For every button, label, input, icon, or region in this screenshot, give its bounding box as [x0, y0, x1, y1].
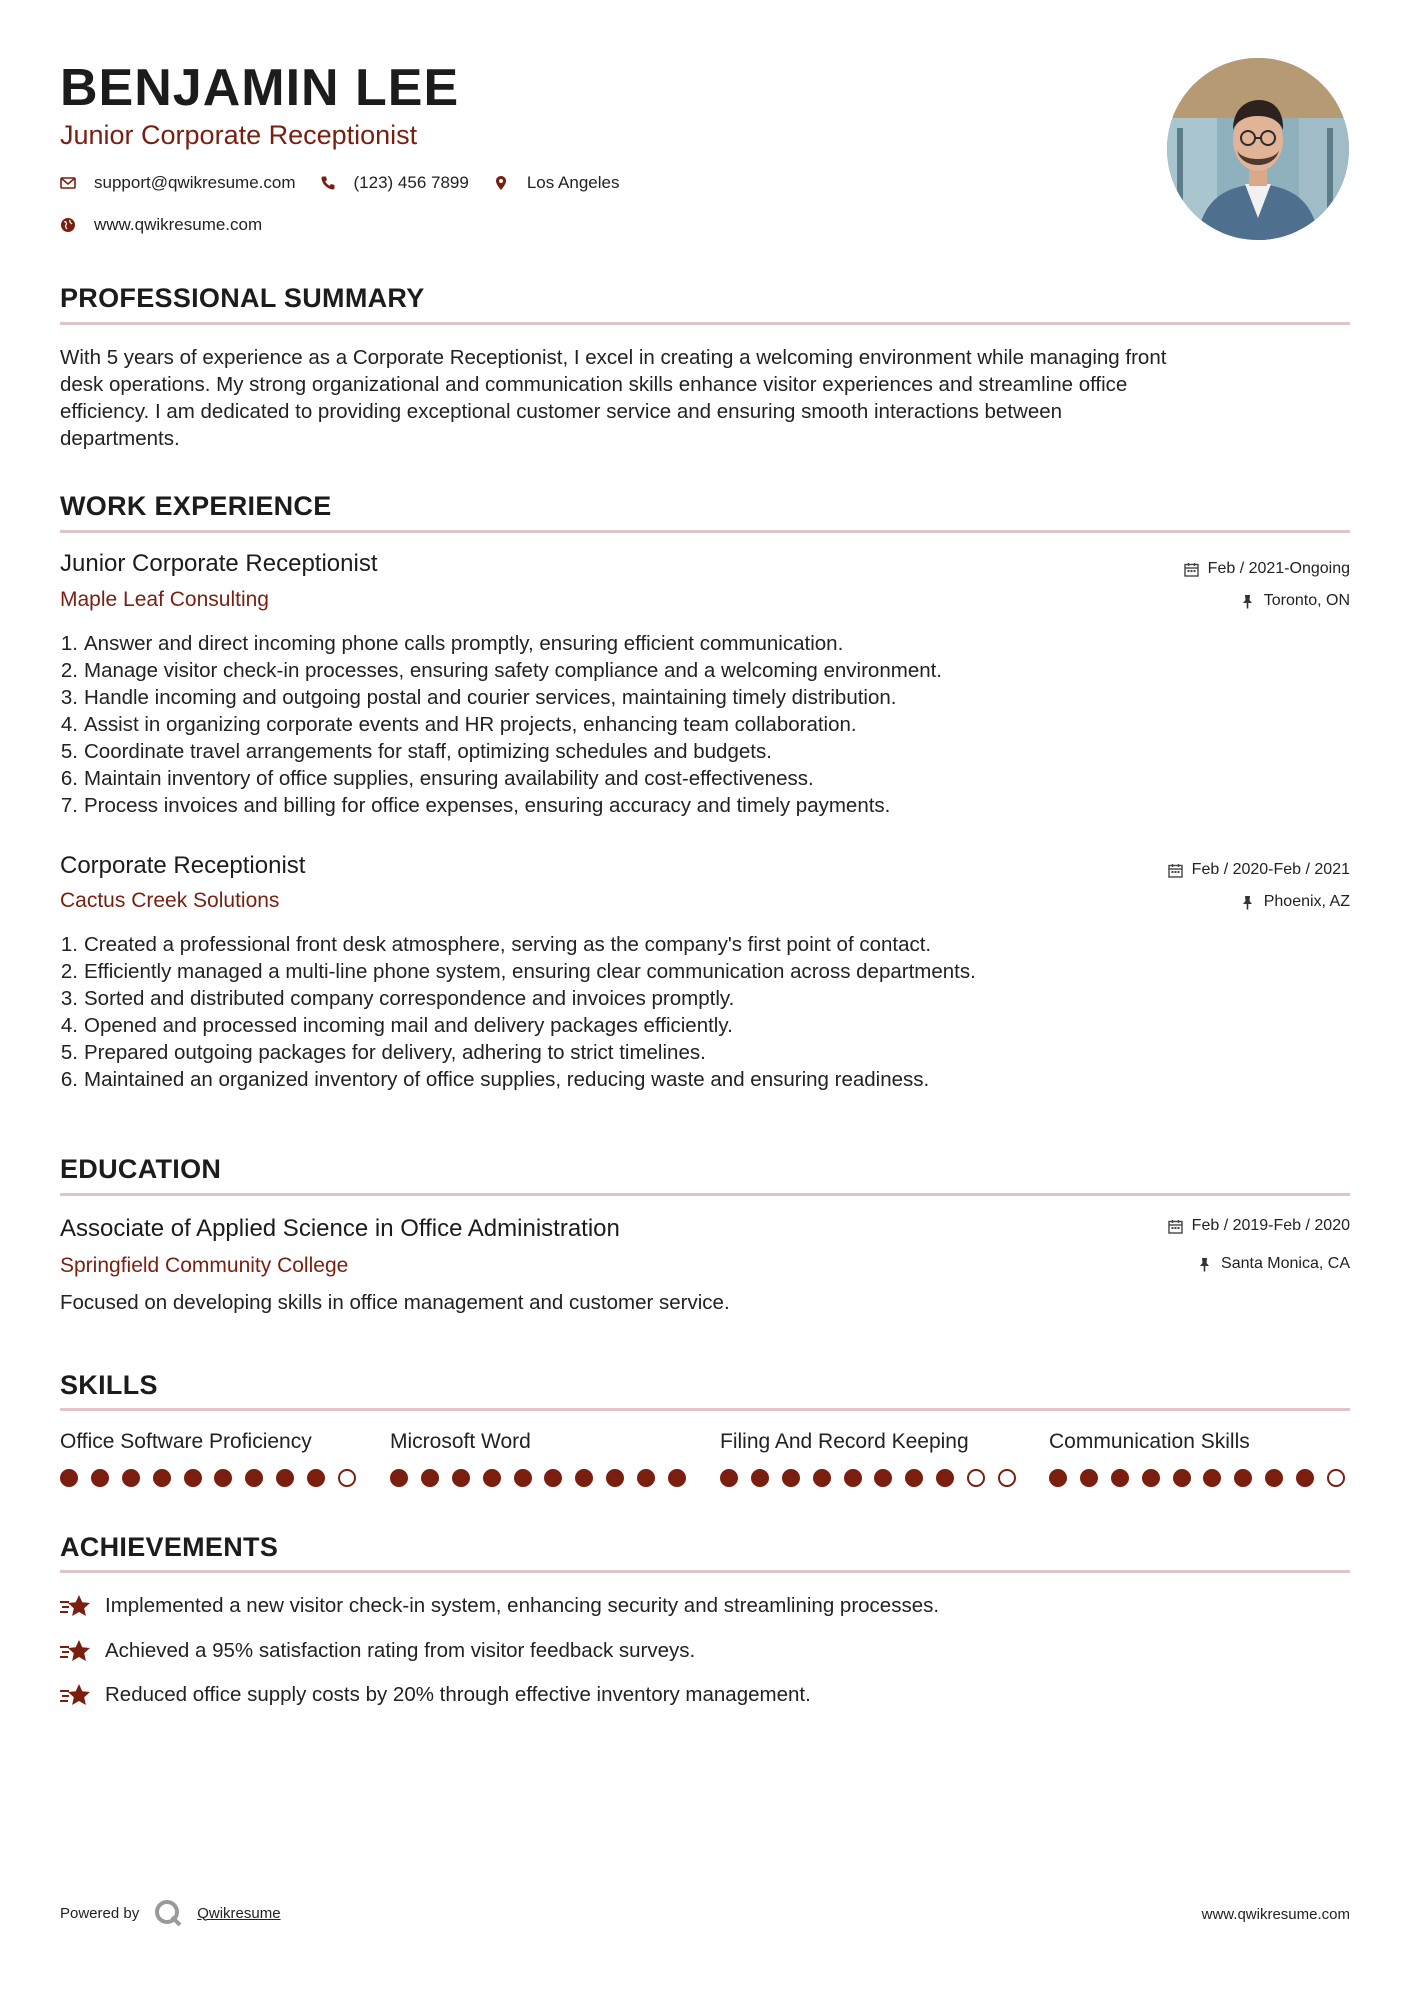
skill-item — [1049, 1430, 1358, 1487]
rating-dot-filled — [637, 1469, 655, 1487]
skill-rating — [390, 1469, 699, 1487]
rating-dot-filled — [184, 1469, 202, 1487]
skill-item — [60, 1430, 369, 1487]
list-item: 4. Opened and processed incoming mail and delivery packages efficiently. — [60, 1014, 733, 1037]
rating-dot-filled — [390, 1469, 408, 1487]
rating-dot-filled — [668, 1469, 686, 1487]
rating-dot-filled — [813, 1469, 831, 1487]
job-company: Maple Leaf Consulting — [60, 588, 269, 611]
summary-heading: PROFESSIONAL SUMMARY — [60, 283, 425, 313]
rating-dot-empty — [1327, 1469, 1345, 1487]
list-item: 3. Handle incoming and outgoing postal and courier services, maintaining timely distribution. — [60, 686, 897, 709]
achievement-text: Achieved a 95% satisfaction rating from visitor feedback surveys. — [105, 1639, 696, 1662]
list-item: 5. Coordinate travel arrangements for staff, optimizing schedules and budgets. — [60, 740, 772, 763]
globe-icon — [60, 217, 76, 233]
rating-dot-filled — [214, 1469, 232, 1487]
job-location-text: Phoenix, AZ — [1263, 893, 1350, 910]
education-dates — [1168, 1217, 1350, 1235]
location-text: Los Angeles — [526, 173, 620, 192]
job-title: Corporate Receptionist — [60, 852, 306, 879]
section-divider — [60, 1570, 1350, 1573]
rating-dot-filled — [514, 1469, 532, 1487]
summary-line: departments. — [60, 427, 180, 450]
contact-row-website — [60, 215, 286, 235]
contact-email[interactable] — [60, 173, 296, 193]
rating-dot-filled — [276, 1469, 294, 1487]
rating-dot-filled — [245, 1469, 263, 1487]
rating-dot-filled — [1203, 1469, 1221, 1487]
rating-dot-filled — [122, 1469, 140, 1487]
rating-dot-filled — [905, 1469, 923, 1487]
calendar-icon — [1168, 1219, 1183, 1234]
education-description: Focused on developing skills in office management and customer service. — [60, 1291, 730, 1314]
section-divider — [60, 1193, 1350, 1196]
rating-dot-filled — [60, 1469, 78, 1487]
pushpin-icon — [1240, 895, 1255, 910]
rating-dot-filled — [575, 1469, 593, 1487]
candidate-name: BENJAMIN LEE — [60, 59, 460, 117]
job-location-text: Toronto, ON — [1263, 592, 1350, 609]
calendar-icon — [1184, 562, 1199, 577]
summary-text — [60, 344, 1350, 452]
rating-dot-filled — [544, 1469, 562, 1487]
list-item: 7. Process invoices and billing for office expenses, ensuring accuracy and timely payments. — [60, 794, 891, 817]
job-dates — [1168, 861, 1350, 879]
job-location — [1240, 592, 1350, 610]
summary-line: efficiency. I am dedicated to providing exceptional customer service and ensuring smooth interactions between — [60, 400, 1063, 423]
star-icon — [60, 1638, 92, 1664]
rating-dot-empty — [967, 1469, 985, 1487]
education-location — [1197, 1255, 1350, 1273]
achievement-item — [60, 1638, 695, 1664]
rating-dot-filled — [720, 1469, 738, 1487]
qwikresume-link[interactable]: Qwikresume — [197, 1904, 281, 1922]
website-text: www.qwikresume.com — [94, 215, 263, 234]
contact-phone[interactable] — [320, 173, 469, 193]
summary-line: desk operations. My strong organizational and communication skills enhance visitor experiences and streamline office — [60, 373, 1128, 396]
school-name: Springfield Community College — [60, 1254, 349, 1277]
job-dates — [1184, 560, 1350, 578]
rating-dot-filled — [751, 1469, 769, 1487]
phone-icon — [320, 175, 336, 191]
degree-title: Associate of Applied Science in Office Administration — [60, 1215, 620, 1242]
rating-dot-filled — [153, 1469, 171, 1487]
skill-item — [720, 1430, 1029, 1487]
qwikresume-logo-icon — [153, 1898, 183, 1928]
job-title: Junior Corporate Receptionist — [60, 550, 378, 577]
section-divider — [60, 1408, 1350, 1411]
list-item: 4. Assist in organizing corporate events and HR projects, enhancing team collaboration. — [60, 713, 857, 736]
skill-name: Office Software Proficiency — [60, 1430, 312, 1453]
rating-dot-filled — [1296, 1469, 1314, 1487]
list-item: 6. Maintain inventory of office supplies, ensuring availability and cost-effectiveness. — [60, 767, 814, 790]
contact-location — [493, 173, 620, 193]
pushpin-icon — [1240, 594, 1255, 609]
rating-dot-filled — [307, 1469, 325, 1487]
education-heading: EDUCATION — [60, 1154, 222, 1184]
pushpin-icon — [1197, 1257, 1212, 1272]
list-item: 3. Sorted and distributed company correspondence and invoices promptly. — [60, 987, 735, 1010]
skill-name: Communication Skills — [1049, 1430, 1250, 1453]
list-item: 5. Prepared outgoing packages for delivery, adhering to strict timelines. — [60, 1041, 706, 1064]
powered-by-label: Powered by — [60, 1904, 140, 1922]
education-location-text: Santa Monica, CA — [1221, 1255, 1350, 1272]
education-dates-text: Feb / 2019-Feb / 2020 — [1191, 1217, 1350, 1234]
skill-rating — [1049, 1469, 1358, 1487]
achievement-text: Implemented a new visitor check-in system, enhancing security and streamlining processes. — [105, 1594, 940, 1617]
skills-heading: SKILLS — [60, 1370, 158, 1400]
envelope-icon — [60, 175, 76, 191]
job-dates-text: Feb / 2020-Feb / 2021 — [1191, 861, 1350, 878]
rating-dot-filled — [782, 1469, 800, 1487]
achievement-item — [60, 1682, 811, 1708]
rating-dot-filled — [1234, 1469, 1252, 1487]
footer-url[interactable]: www.qwikresume.com — [1201, 1906, 1350, 1923]
achievements-heading: ACHIEVEMENTS — [60, 1532, 279, 1562]
map-pin-icon — [493, 175, 509, 191]
list-item: 2. Manage visitor check-in processes, ensuring safety compliance and a welcoming environment. — [60, 659, 943, 682]
job-location — [1240, 893, 1350, 911]
contact-website[interactable] — [60, 215, 262, 235]
skill-item — [390, 1430, 699, 1487]
rating-dot-filled — [1111, 1469, 1129, 1487]
section-divider — [60, 530, 1350, 533]
star-icon — [60, 1682, 92, 1708]
section-divider — [60, 322, 1350, 325]
rating-dot-filled — [844, 1469, 862, 1487]
experience-heading: WORK EXPERIENCE — [60, 491, 332, 521]
rating-dot-filled — [1142, 1469, 1160, 1487]
skill-name: Filing And Record Keeping — [720, 1430, 969, 1453]
rating-dot-filled — [452, 1469, 470, 1487]
rating-dot-filled — [1049, 1469, 1067, 1487]
achievement-item — [60, 1593, 939, 1619]
rating-dot-filled — [1080, 1469, 1098, 1487]
rating-dot-filled — [421, 1469, 439, 1487]
star-icon — [60, 1593, 92, 1619]
job-duties-list — [52, 931, 1342, 1093]
rating-dot-filled — [936, 1469, 954, 1487]
skill-name: Microsoft Word — [390, 1430, 531, 1453]
contact-row — [60, 173, 643, 193]
skill-rating — [60, 1469, 369, 1487]
footer-powered-by — [60, 1898, 281, 1928]
list-item: 1. Answer and direct incoming phone calls promptly, ensuring efficient communication. — [60, 632, 844, 655]
list-item: 2. Efficiently managed a multi-line phone system, ensuring clear communication across departments. — [60, 960, 976, 983]
list-item: 6. Maintained an organized inventory of office supplies, reducing waste and ensuring readiness. — [60, 1068, 930, 1091]
skill-rating — [720, 1469, 1029, 1487]
calendar-icon — [1168, 863, 1183, 878]
rating-dot-filled — [874, 1469, 892, 1487]
profile-photo — [1167, 58, 1349, 240]
rating-dot-empty — [338, 1469, 356, 1487]
summary-line: With 5 years of experience as a Corporate Receptionist, I excel in creating a welcoming environment while managing front — [60, 346, 1167, 369]
rating-dot-empty — [998, 1469, 1016, 1487]
achievement-text: Reduced office supply costs by 20% through effective inventory management. — [105, 1683, 811, 1706]
rating-dot-filled — [1265, 1469, 1283, 1487]
job-duties-list — [52, 630, 1342, 819]
rating-dot-filled — [483, 1469, 501, 1487]
job-dates-text: Feb / 2021-Ongoing — [1207, 560, 1350, 577]
list-item: 1. Created a professional front desk atmosphere, serving as the company's first point of contact. — [60, 933, 932, 956]
rating-dot-filled — [1173, 1469, 1191, 1487]
email-text: support@qwikresume.com — [94, 173, 296, 192]
rating-dot-filled — [606, 1469, 624, 1487]
job-company: Cactus Creek Solutions — [60, 889, 280, 912]
phone-text: (123) 456 7899 — [353, 173, 469, 192]
rating-dot-filled — [91, 1469, 109, 1487]
candidate-title: Junior Corporate Receptionist — [60, 120, 418, 150]
